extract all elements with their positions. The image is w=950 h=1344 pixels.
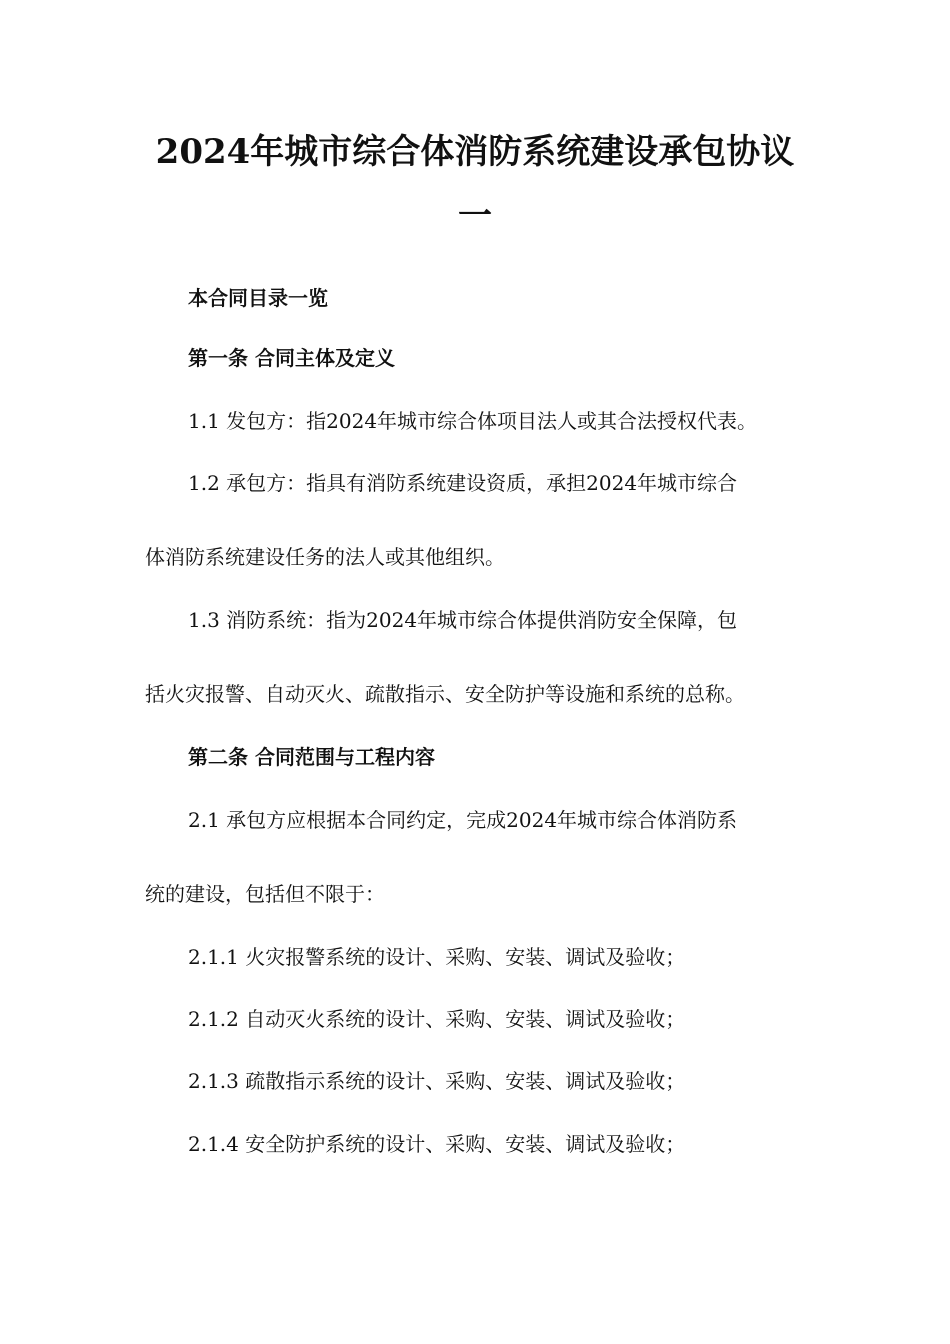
document-title: 2024年城市综合体消防系统建设承包协议 [155, 132, 795, 172]
clause-2-1-line2: 统的建设，包括但不限于： [145, 882, 385, 906]
clause-1-2-line2: 体消防系统建设任务的法人或其他组织。 [145, 545, 505, 569]
article-2-heading: 第二条 合同范围与工程内容 [188, 745, 435, 769]
toc-heading: 本合同目录一览 [188, 286, 328, 310]
document-title-continuation: 一 [458, 196, 492, 236]
clause-2-1-line1: 2.1 承包方应根据本合同约定，完成2024年城市综合体消防系 [188, 808, 738, 832]
clause-2-1-3: 2.1.3 疏散指示系统的设计、采购、安装、调试及验收； [188, 1069, 686, 1093]
clause-2-1-2: 2.1.2 自动灭火系统的设计、采购、安装、调试及验收； [188, 1007, 686, 1031]
clause-2-1-4: 2.1.4 安全防护系统的设计、采购、安装、调试及验收； [188, 1132, 686, 1156]
clause-1-3-line2: 括火灾报警、自动灭火、疏散指示、安全防护等设施和系统的总称。 [145, 682, 745, 706]
clause-1-3-line1: 1.3 消防系统：指为2024年城市综合体提供消防安全保障，包 [188, 608, 738, 632]
article-1-heading: 第一条 合同主体及定义 [188, 346, 395, 370]
clause-1-2-line1: 1.2 承包方：指具有消防系统建设资质，承担2024年城市综合 [188, 471, 738, 495]
clause-1-1: 1.1 发包方：指2024年城市综合体项目法人或其合法授权代表。 [188, 409, 758, 433]
clause-2-1-1: 2.1.1 火灾报警系统的设计、采购、安装、调试及验收； [188, 945, 686, 969]
